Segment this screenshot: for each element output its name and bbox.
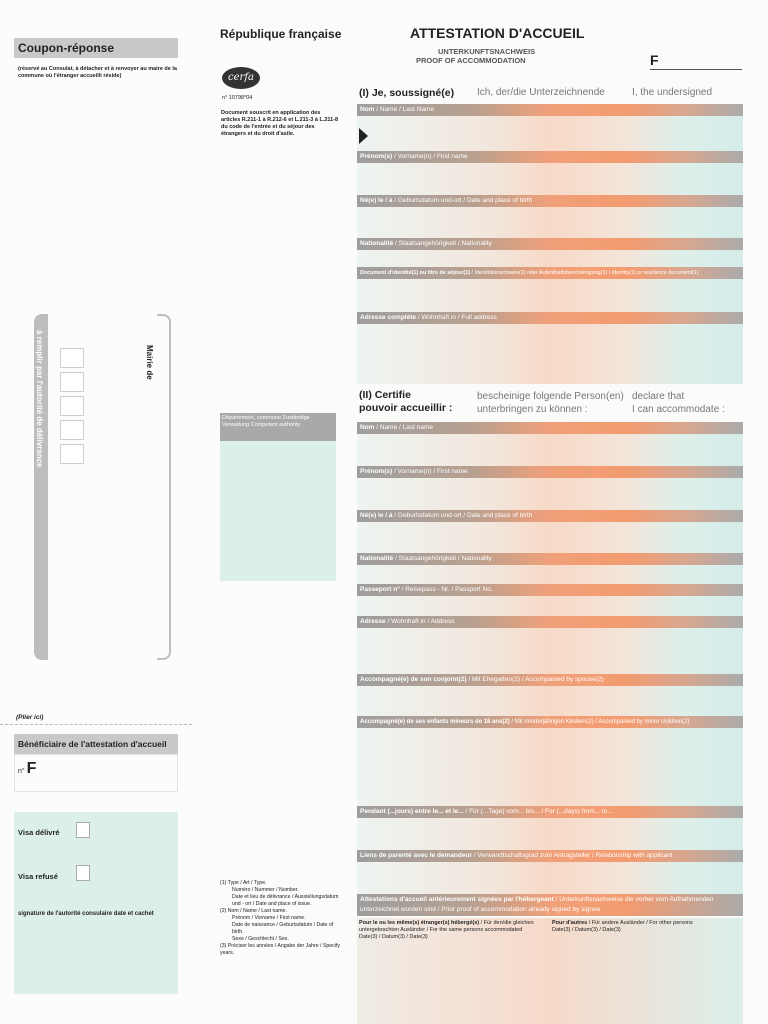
- section2-title-de-1: bescheinige folgende Person(en): [477, 391, 624, 402]
- mairie-label: Mairie de: [145, 345, 154, 380]
- field-band-guest-birth: [357, 510, 743, 522]
- field-band-relationship: [357, 850, 743, 862]
- subtitle-de: UNTERKUNFTSNACHWEIS: [438, 47, 536, 56]
- host-nationality-input[interactable]: [357, 250, 743, 267]
- field-label: Né(e) le / à: [360, 197, 393, 204]
- field-band-host-document: [357, 267, 743, 279]
- footnote-line: (3) Préciser les années / Angabe der Jahre / Specify years.: [220, 943, 340, 956]
- section2-title-fr: [359, 389, 452, 415]
- field-label: Passeport n°: [360, 586, 400, 593]
- section2-title-de-2: unterbringen zu können :: [477, 404, 588, 415]
- field-label: Nom: [360, 424, 375, 431]
- field-label: Liens de parenté avec le demandeur: [360, 852, 472, 859]
- field-band-guest-spouse: [357, 674, 743, 686]
- section1-title-fr: (I) Je, soussigné(e): [359, 87, 455, 99]
- same-persons-label-trans: / Für den/die gleichen untergebrachten Ausländer / For the same persons accommodated: [359, 920, 534, 933]
- guest-nationality-input[interactable]: [357, 565, 743, 584]
- fold-label: (Plier ici): [16, 714, 44, 721]
- prior-attestations-line1: [360, 895, 740, 905]
- field-label: Adresse complète: [360, 314, 416, 321]
- same-persons-date: Date(3) / Datum(3) / Date(3): [359, 934, 428, 940]
- section2-title-en-2: I can accommodate :: [632, 404, 725, 415]
- field-band-guest-firstname: [357, 466, 743, 478]
- field-band-host-name: [357, 104, 743, 116]
- field-label-trans: / Wohnhaft in / Address: [385, 618, 455, 625]
- code-box-1[interactable]: [60, 348, 84, 368]
- field-label: Nom: [360, 106, 375, 113]
- footnote-line: Numéro / Nummer / Number.: [232, 887, 299, 893]
- relationship-input[interactable]: [357, 862, 743, 894]
- visa-panel: [14, 812, 178, 994]
- footnotes: [220, 880, 340, 957]
- field-label: Prénom(s): [360, 153, 393, 160]
- field-label-trans: / Identitätsnachweis(1) oder Aufenthaltsbescheinigung(1) / Identity(1) or residence document(1): [470, 270, 699, 276]
- form-number-prefix: F: [650, 52, 659, 68]
- guest-address-input[interactable]: [357, 628, 743, 674]
- other-persons-column: [552, 920, 740, 934]
- field-label: Nationalité: [360, 240, 394, 247]
- code-box-2[interactable]: [60, 372, 84, 392]
- footnote-line: Sexe / Geschlecht / Sex.: [232, 936, 289, 942]
- fold-line: [0, 724, 192, 725]
- footnote-line: Date de naissance / Geburtsdatum / Date of birth.: [232, 922, 334, 935]
- guest-passport-input[interactable]: [357, 596, 743, 616]
- field-band-guest-nationality: [357, 553, 743, 565]
- field-label: Nationalité: [360, 555, 394, 562]
- field-band-guest-children: [357, 716, 743, 728]
- legal-note: Document souscrit en application des articles R.211-1 à R.212-6 et L.211-3 à L.211-8 du code de l'entrée et du séjour des étrangers et du droit d'asile.: [221, 110, 339, 137]
- page-subtitle: [416, 47, 536, 65]
- guest-children-input[interactable]: [357, 728, 743, 806]
- field-band-stay-duration: [357, 806, 743, 818]
- other-persons-label-trans: / Für andere Ausländer / For other persons: [587, 920, 693, 926]
- arrow-icon: [359, 128, 368, 144]
- footnote-line: (1) Type / Art / Type.: [220, 880, 267, 886]
- visa-refuse-label: Visa refusé: [18, 872, 58, 881]
- form-number-input[interactable]: [650, 69, 742, 70]
- other-persons-label: Pour d'autres: [552, 920, 588, 926]
- guest-firstname-input[interactable]: [357, 478, 743, 510]
- field-band-host-birth: [357, 195, 743, 207]
- field-label: Accompagné(e) de son conjoint(2): [360, 676, 467, 683]
- field-label-trans: / Reisepass - Nr. / Passport No.: [399, 586, 493, 593]
- other-persons-date: Date(3) / Datum(3) / Date(3): [552, 927, 621, 933]
- department-header: Département, commune Zuständige Verwaltung Competent authority: [220, 413, 336, 441]
- field-label: Accompagné(e) de ses enfants mineurs de 18 ans(2): [360, 719, 510, 725]
- host-document-input[interactable]: [357, 279, 743, 312]
- beneficiary-title: Bénéficiaire de l'attestation d'accueil: [14, 734, 178, 754]
- cerfa-number: n° 10798*04: [222, 95, 253, 101]
- number-prefix: n°: [18, 768, 25, 775]
- section2-title-en-1: declare that: [632, 391, 685, 402]
- footnote-line: Date et lieu de délivrance / Ausstellungsdatum und - ort / Date and place of issue.: [232, 894, 339, 907]
- field-label-trans: / Mit minderjährigen Kindern(2) / Accompanied by minor children(2): [509, 719, 690, 725]
- visa-delivre-label: Visa délivré: [18, 828, 60, 837]
- republique-label: République française: [220, 27, 342, 41]
- beneficiary-number[interactable]: [18, 760, 36, 778]
- code-box-4[interactable]: [60, 420, 84, 440]
- prior-attestations-label-trans: / Unterkunftsnachweise die vorher vom Aufnahmenden: [553, 896, 714, 903]
- field-label-trans: / Name / Last name: [374, 424, 433, 431]
- host-address-input[interactable]: [357, 324, 743, 384]
- same-persons-label: Pour le ou les même(s) étranger(s) hébergé(s): [359, 920, 480, 926]
- field-label: Adresse: [360, 618, 386, 625]
- prior-attestations-line2: unterzeichnet worden sind / Prior proof of accommodation already signed by signee: [360, 906, 601, 913]
- footnote-line: (2) Nom / Name / Last name.: [220, 908, 287, 914]
- field-label-trans: / Mit Ehegatten(2) / Accompanied by spouse(2): [466, 676, 604, 683]
- prior-attestations-label: Attestations d'accueil antérieurement signées par l'hébergeant: [360, 896, 554, 903]
- footnote-line: Prénom / Vorname / First name.: [232, 915, 306, 921]
- signature-label: signature de l'autorité consulaire date et cachet: [18, 911, 154, 917]
- section1-title-de: Ich, der/die Unterzeichnende: [477, 87, 605, 98]
- field-label-trans: / Staatsangehörigkeit / Nationality: [393, 555, 492, 562]
- field-band-guest-name: [357, 422, 743, 434]
- field-label: Document d'identité(1) ou titre de séjour(1): [360, 270, 471, 276]
- field-label-trans: / Name / Last Name: [374, 106, 435, 113]
- field-label-trans: / Für (...Tage) vom... bis... / For (...days) from... to...: [463, 808, 613, 815]
- section2-title-fr-2: pouvoir accueillir :: [359, 402, 453, 414]
- field-label-trans: / Verwandtschaftsgrad zum Antragsteller / Relationship with applicant: [472, 852, 673, 859]
- guest-birth-input[interactable]: [357, 522, 743, 553]
- field-band-guest-passport: [357, 584, 743, 596]
- field-label-trans: / Geburtsdatum und-ort / Date and place of birth: [392, 512, 533, 519]
- field-label-trans: / Geburtsdatum und-ort / Date and place of birth: [392, 197, 533, 204]
- prior-attestations-band: [357, 894, 743, 916]
- field-label: Né(e) le / à: [360, 512, 393, 519]
- subtitle-en: PROOF OF ACCOMMODATION: [416, 56, 526, 65]
- section2-title-fr-1: (II) Certifie: [359, 389, 411, 401]
- field-label: Pendant (...jours) entre le... et le...: [360, 808, 464, 815]
- authority-vertical-text: à remplir par l'autorité de délivrance: [35, 330, 44, 468]
- cerfa-logo: cerfa: [222, 67, 260, 89]
- field-band-guest-address: [357, 616, 743, 628]
- guest-spouse-input[interactable]: [357, 686, 743, 716]
- guest-name-input[interactable]: [357, 434, 743, 466]
- field-band-host-firstname: [357, 151, 743, 163]
- coupon-note: (réservé au Consulat, à détacher et à renvoyer au maire de la commune où l'étranger accueilli réside): [18, 66, 177, 79]
- host-name-input[interactable]: [357, 116, 743, 151]
- department-input[interactable]: [220, 441, 336, 581]
- code-box-3[interactable]: [60, 396, 84, 416]
- page-title: ATTESTATION D'ACCUEIL: [410, 25, 585, 41]
- visa-delivre-checkbox[interactable]: [76, 822, 90, 838]
- host-firstname-input[interactable]: [357, 163, 743, 195]
- field-label-trans: / Vorname(n) / First name: [392, 153, 468, 160]
- section2-title-en: [632, 390, 725, 416]
- same-persons-column: [359, 920, 547, 941]
- field-label: Prénom(s): [360, 468, 393, 475]
- beneficiary-box: [14, 754, 178, 792]
- field-label-trans: / Vorname(n) / First name: [392, 468, 468, 475]
- code-box-5[interactable]: [60, 444, 84, 464]
- field-label-trans: / Wohnhaft in / Full address: [416, 314, 497, 321]
- field-label-trans: / Staatsangehörigkeit / Nationality: [393, 240, 492, 247]
- field-band-host-nationality: [357, 238, 743, 250]
- section2-title-de: [477, 390, 624, 416]
- field-band-host-address: [357, 312, 743, 324]
- host-birth-input[interactable]: [357, 207, 743, 238]
- coupon-title: Coupon-réponse: [14, 38, 178, 58]
- number-letter: F: [26, 760, 37, 777]
- visa-refuse-checkbox[interactable]: [76, 865, 90, 881]
- stay-duration-input[interactable]: [357, 818, 743, 850]
- authority-bracket-right: [157, 314, 171, 660]
- section1-title-en: I, the undersigned: [632, 87, 713, 98]
